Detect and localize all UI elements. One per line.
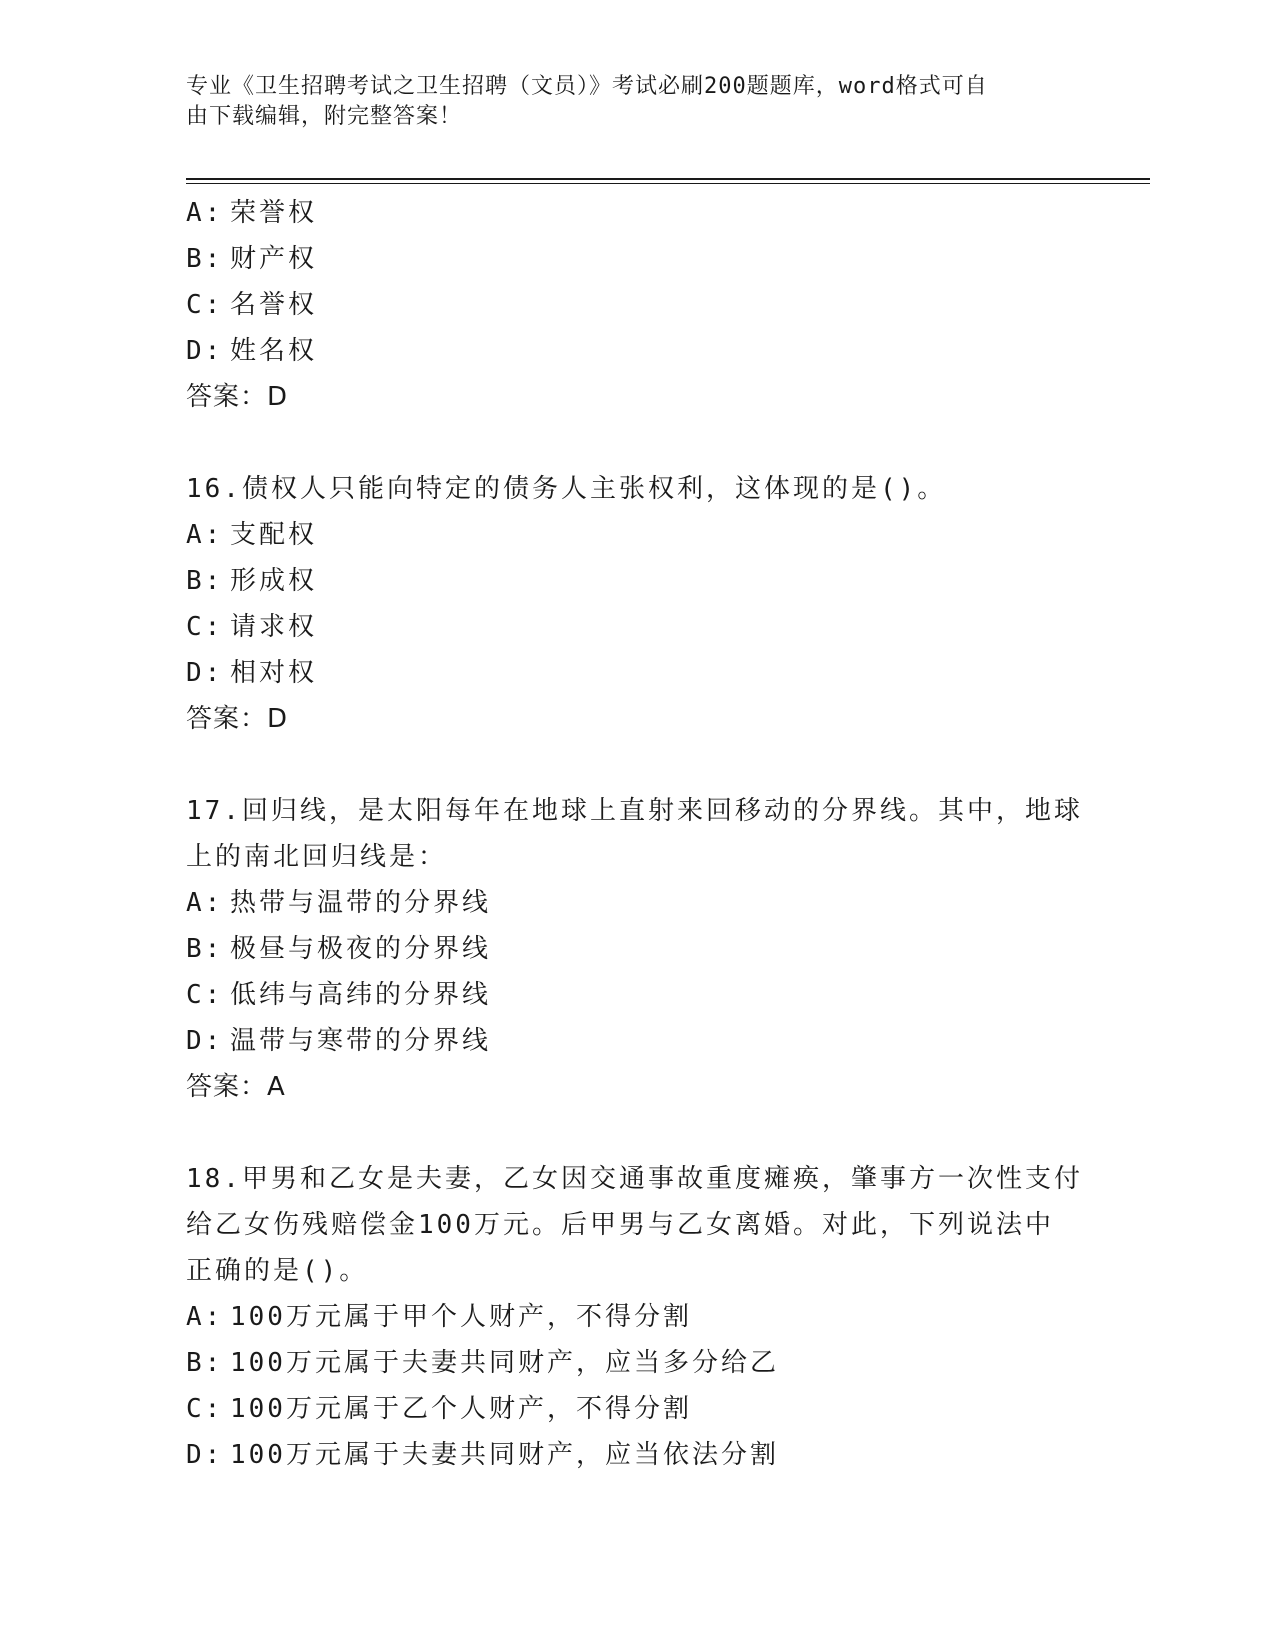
question-18-block [186,1156,1086,1478]
question-stem: 17.回归线，是太阳每年在地球上直射来回移动的分界线。其中，地球 [186,796,1083,826]
question-stem: 正确的是()。 [186,1256,369,1286]
question-content [186,190,1086,1478]
question-17-block [186,788,1086,1110]
option-d: D: 温带与寒带的分界线 [186,1026,492,1056]
option-b: B: 形成权 [186,566,318,596]
question-16-block [186,466,1086,742]
option-c: C: 名誉权 [186,290,318,320]
question-stem: 16.债权人只能向特定的债务人主张权利，这体现的是()。 [186,474,947,504]
option-c: C: 100万元属于乙个人财产，不得分割 [186,1394,692,1424]
answer-line: 答案：A [186,1072,286,1102]
option-c: C: 请求权 [186,612,318,642]
option-a: A: 荣誉权 [186,198,318,228]
header-line-1: 专业《卫生招聘考试之卫生招聘（文员）》考试必刷200题题库，word格式可自 [186,74,988,99]
option-a: A: 支配权 [186,520,318,550]
option-b: B: 财产权 [186,244,318,274]
prev-question-block [186,190,1086,420]
option-d: D: 姓名权 [186,336,318,366]
question-stem: 上的南北回归线是： [186,842,448,872]
option-a: A: 热带与温带的分界线 [186,888,492,918]
option-d: D: 100万元属于夫妻共同财产，应当依法分割 [186,1440,779,1470]
question-stem: 给乙女伤残赔偿金100万元。后甲男与乙女离婚。对此，下列说法中 [186,1210,1054,1240]
option-b: B: 100万元属于夫妻共同财产，应当多分给乙 [186,1348,779,1378]
answer-line: 答案：D [186,382,289,412]
answer-line: 答案：D [186,704,289,734]
option-c: C: 低纬与高纬的分界线 [186,980,492,1010]
option-a: A: 100万元属于甲个人财产，不得分割 [186,1302,692,1332]
header-line-2: 由下载编辑，附完整答案！ [186,104,463,129]
question-stem: 18.甲男和乙女是夫妻，乙女因交通事故重度瘫痪，肇事方一次性支付 [186,1164,1083,1194]
header-divider-thin [186,183,1150,184]
header-divider-thick [186,178,1150,180]
option-d: D: 相对权 [186,658,318,688]
document-header [186,72,1066,132]
option-b: B: 极昼与极夜的分界线 [186,934,492,964]
